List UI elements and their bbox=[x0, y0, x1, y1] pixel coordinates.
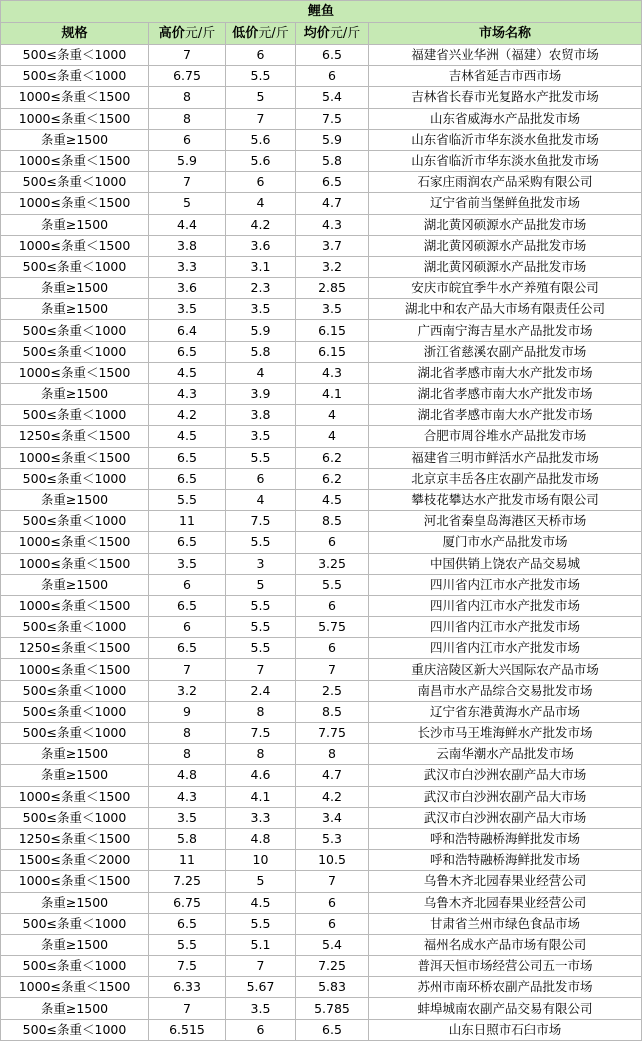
spec-cell: 500≤条重＜1000 bbox=[1, 680, 149, 701]
high-price-cell: 7 bbox=[149, 659, 226, 680]
market-name-cell: 苏州市南环桥农副产品批发市场 bbox=[369, 977, 642, 998]
low-price-cell: 10 bbox=[226, 850, 296, 871]
market-name-cell: 呼和浩特融桥海鲜批发市场 bbox=[369, 828, 642, 849]
avg-price-cell: 4.3 bbox=[296, 214, 369, 235]
avg-price-cell: 6.5 bbox=[296, 45, 369, 66]
high-price-cell: 6.75 bbox=[149, 892, 226, 913]
spec-cell: 1000≤条重＜1500 bbox=[1, 193, 149, 214]
table-row bbox=[1, 447, 642, 468]
market-name-cell: 合肥市周谷堆水产品批发市场 bbox=[369, 426, 642, 447]
high-price-cell: 3.8 bbox=[149, 235, 226, 256]
low-price-cell: 8 bbox=[226, 701, 296, 722]
avg-price-cell: 5.75 bbox=[296, 617, 369, 638]
low-price-cell: 6 bbox=[226, 1019, 296, 1040]
spec-cell: 1000≤条重＜1500 bbox=[1, 553, 149, 574]
low-price-cell: 4.5 bbox=[226, 892, 296, 913]
avg-price-cell: 5.3 bbox=[296, 828, 369, 849]
avg-price-cell: 5.83 bbox=[296, 977, 369, 998]
spec-cell: 1000≤条重＜1500 bbox=[1, 362, 149, 383]
table-row bbox=[1, 595, 642, 616]
market-name-cell: 湖北黄冈硕源水产品批发市场 bbox=[369, 214, 642, 235]
high-price-cell: 8 bbox=[149, 723, 226, 744]
market-name-cell: 辽宁省东港黄海水产品市场 bbox=[369, 701, 642, 722]
high-price-cell: 6 bbox=[149, 574, 226, 595]
low-price-cell: 7 bbox=[226, 659, 296, 680]
spec-cell: 条重≥1500 bbox=[1, 765, 149, 786]
spec-cell: 条重≥1500 bbox=[1, 384, 149, 405]
avg-price-cell: 4.7 bbox=[296, 765, 369, 786]
table-row bbox=[1, 617, 642, 638]
low-price-cell: 4.8 bbox=[226, 828, 296, 849]
avg-price-cell: 3.25 bbox=[296, 553, 369, 574]
low-price-cell: 3.1 bbox=[226, 256, 296, 277]
market-name-cell: 山东省威海水产品批发市场 bbox=[369, 108, 642, 129]
spec-cell: 条重≥1500 bbox=[1, 892, 149, 913]
low-price-cell: 4 bbox=[226, 362, 296, 383]
spec-cell: 1000≤条重＜1500 bbox=[1, 595, 149, 616]
market-name-cell: 呼和浩特融桥海鲜批发市场 bbox=[369, 850, 642, 871]
avg-price-cell: 4.1 bbox=[296, 384, 369, 405]
high-price-cell: 6.33 bbox=[149, 977, 226, 998]
table-row bbox=[1, 278, 642, 299]
high-price-cell: 11 bbox=[149, 511, 226, 532]
high-price-cell: 6.5 bbox=[149, 341, 226, 362]
low-price-cell: 5 bbox=[226, 87, 296, 108]
avg-price-cell: 3.5 bbox=[296, 299, 369, 320]
high-price-cell: 8 bbox=[149, 108, 226, 129]
market-name-cell: 武汉市白沙洲农副产品大市场 bbox=[369, 807, 642, 828]
table-row bbox=[1, 807, 642, 828]
column-header-market-name: 市场名称 bbox=[369, 23, 642, 45]
low-price-cell: 4.6 bbox=[226, 765, 296, 786]
high-price-cell: 5.8 bbox=[149, 828, 226, 849]
high-price-cell: 5.9 bbox=[149, 150, 226, 171]
spec-cell: 1000≤条重＜1500 bbox=[1, 659, 149, 680]
spec-cell: 1000≤条重＜1500 bbox=[1, 786, 149, 807]
market-name-cell: 山东日照市石臼市场 bbox=[369, 1019, 642, 1040]
low-price-cell: 5.8 bbox=[226, 341, 296, 362]
low-price-cell: 5.5 bbox=[226, 595, 296, 616]
high-price-cell: 6 bbox=[149, 617, 226, 638]
table-row bbox=[1, 638, 642, 659]
low-price-cell: 4.1 bbox=[226, 786, 296, 807]
market-name-cell: 南昌市水产品综合交易批发市场 bbox=[369, 680, 642, 701]
low-price-cell: 2.4 bbox=[226, 680, 296, 701]
high-price-cell: 3.3 bbox=[149, 256, 226, 277]
avg-price-cell: 4 bbox=[296, 426, 369, 447]
table-row bbox=[1, 489, 642, 510]
market-name-cell: 四川省内江市水产批发市场 bbox=[369, 595, 642, 616]
avg-price-cell: 10.5 bbox=[296, 850, 369, 871]
spec-cell: 1000≤条重＜1500 bbox=[1, 150, 149, 171]
table-row bbox=[1, 468, 642, 489]
avg-price-cell: 5.4 bbox=[296, 87, 369, 108]
column-header-low-price: 低价元/斤 bbox=[226, 23, 296, 45]
spec-cell: 500≤条重＜1000 bbox=[1, 172, 149, 193]
high-price-cell: 6.5 bbox=[149, 532, 226, 553]
spec-cell: 1250≤条重＜1500 bbox=[1, 828, 149, 849]
spec-cell: 500≤条重＜1000 bbox=[1, 1019, 149, 1040]
high-price-cell: 4.4 bbox=[149, 214, 226, 235]
low-price-cell: 5.5 bbox=[226, 913, 296, 934]
low-price-cell: 5.5 bbox=[226, 447, 296, 468]
low-price-cell: 7.5 bbox=[226, 511, 296, 532]
market-name-cell: 四川省内江市水产批发市场 bbox=[369, 617, 642, 638]
low-price-cell: 3.6 bbox=[226, 235, 296, 256]
high-price-cell: 6.515 bbox=[149, 1019, 226, 1040]
market-name-cell: 石家庄雨润农产品采购有限公司 bbox=[369, 172, 642, 193]
avg-price-cell: 6.5 bbox=[296, 1019, 369, 1040]
market-name-cell: 长沙市马王堆海鲜水产批发市场 bbox=[369, 723, 642, 744]
spec-cell: 1500≤条重＜2000 bbox=[1, 850, 149, 871]
market-name-cell: 四川省内江市水产批发市场 bbox=[369, 574, 642, 595]
spec-cell: 条重≥1500 bbox=[1, 214, 149, 235]
table-row bbox=[1, 405, 642, 426]
low-price-cell: 4 bbox=[226, 193, 296, 214]
table-row bbox=[1, 150, 642, 171]
spec-cell: 条重≥1500 bbox=[1, 489, 149, 510]
avg-price-cell: 2.5 bbox=[296, 680, 369, 701]
low-price-cell: 6 bbox=[226, 468, 296, 489]
low-price-cell: 3.9 bbox=[226, 384, 296, 405]
table-row bbox=[1, 553, 642, 574]
spec-cell: 1000≤条重＜1500 bbox=[1, 977, 149, 998]
high-price-cell: 9 bbox=[149, 701, 226, 722]
avg-price-cell: 6.2 bbox=[296, 468, 369, 489]
table-row bbox=[1, 701, 642, 722]
avg-price-cell: 5.785 bbox=[296, 998, 369, 1019]
high-price-cell: 4.3 bbox=[149, 384, 226, 405]
avg-price-cell: 4 bbox=[296, 405, 369, 426]
market-name-cell: 河北省秦皇岛海港区天桥市场 bbox=[369, 511, 642, 532]
avg-price-cell: 4.2 bbox=[296, 786, 369, 807]
table-row bbox=[1, 659, 642, 680]
high-price-cell: 4.8 bbox=[149, 765, 226, 786]
avg-price-cell: 5.9 bbox=[296, 129, 369, 150]
spec-cell: 500≤条重＜1000 bbox=[1, 66, 149, 87]
spec-cell: 500≤条重＜1000 bbox=[1, 723, 149, 744]
low-price-cell: 7 bbox=[226, 108, 296, 129]
high-price-cell: 3.5 bbox=[149, 299, 226, 320]
table-row bbox=[1, 723, 642, 744]
avg-price-cell: 3.7 bbox=[296, 235, 369, 256]
spec-cell: 500≤条重＜1000 bbox=[1, 701, 149, 722]
market-name-cell: 湖北省孝感市南大水产批发市场 bbox=[369, 384, 642, 405]
table-row bbox=[1, 913, 642, 934]
spec-cell: 500≤条重＜1000 bbox=[1, 807, 149, 828]
market-name-cell: 福州名成水产品市场有限公司 bbox=[369, 934, 642, 955]
avg-price-cell: 4.7 bbox=[296, 193, 369, 214]
market-name-cell: 湖北省孝感市南大水产批发市场 bbox=[369, 405, 642, 426]
title-row bbox=[1, 1, 642, 23]
market-name-cell: 广西南宁海吉星水产品批发市场 bbox=[369, 320, 642, 341]
table-title: 鲤鱼 bbox=[1, 1, 642, 23]
spec-cell: 500≤条重＜1000 bbox=[1, 511, 149, 532]
table-row bbox=[1, 341, 642, 362]
table-row bbox=[1, 934, 642, 955]
low-price-cell: 5.1 bbox=[226, 934, 296, 955]
high-price-cell: 6.5 bbox=[149, 468, 226, 489]
market-name-cell: 四川省内江市水产批发市场 bbox=[369, 638, 642, 659]
low-price-cell: 3.5 bbox=[226, 998, 296, 1019]
table-row bbox=[1, 998, 642, 1019]
spec-cell: 1000≤条重＜1500 bbox=[1, 108, 149, 129]
market-name-cell: 武汉市白沙洲农副产品大市场 bbox=[369, 786, 642, 807]
market-name-cell: 湖北黄冈硕源水产品批发市场 bbox=[369, 256, 642, 277]
low-price-cell: 5.6 bbox=[226, 150, 296, 171]
spec-cell: 500≤条重＜1000 bbox=[1, 45, 149, 66]
avg-price-cell: 6.5 bbox=[296, 172, 369, 193]
table-row bbox=[1, 532, 642, 553]
avg-price-cell: 3.2 bbox=[296, 256, 369, 277]
spec-cell: 500≤条重＜1000 bbox=[1, 405, 149, 426]
avg-price-cell: 4.3 bbox=[296, 362, 369, 383]
market-name-cell: 北京京丰岳各庄农副产品批发市场 bbox=[369, 468, 642, 489]
market-name-cell: 甘肃省兰州市绿色食品市场 bbox=[369, 913, 642, 934]
avg-price-cell: 5.4 bbox=[296, 934, 369, 955]
low-price-cell: 5.67 bbox=[226, 977, 296, 998]
market-name-cell: 福建省三明市鲜活水产品批发市场 bbox=[369, 447, 642, 468]
low-price-cell: 5.6 bbox=[226, 129, 296, 150]
market-name-cell: 湖北省孝感市南大水产批发市场 bbox=[369, 362, 642, 383]
market-name-cell: 吉林省长春市光复路水产批发市场 bbox=[369, 87, 642, 108]
high-price-cell: 3.5 bbox=[149, 553, 226, 574]
table-row bbox=[1, 574, 642, 595]
market-name-cell: 乌鲁木齐北园春果业经营公司 bbox=[369, 892, 642, 913]
market-name-cell: 武汉市白沙洲农副产品大市场 bbox=[369, 765, 642, 786]
high-price-cell: 7 bbox=[149, 172, 226, 193]
high-price-cell: 5 bbox=[149, 193, 226, 214]
market-name-cell: 攀枝花攀达水产批发市场有限公司 bbox=[369, 489, 642, 510]
table-row bbox=[1, 384, 642, 405]
table-row bbox=[1, 172, 642, 193]
spec-cell: 500≤条重＜1000 bbox=[1, 320, 149, 341]
table-row bbox=[1, 828, 642, 849]
spec-cell: 500≤条重＜1000 bbox=[1, 341, 149, 362]
table-row bbox=[1, 765, 642, 786]
avg-price-cell: 6 bbox=[296, 638, 369, 659]
table-row bbox=[1, 108, 642, 129]
table-row bbox=[1, 892, 642, 913]
column-header-high-price: 高价元/斤 bbox=[149, 23, 226, 45]
table-row bbox=[1, 786, 642, 807]
spec-cell: 1000≤条重＜1500 bbox=[1, 532, 149, 553]
spec-cell: 条重≥1500 bbox=[1, 299, 149, 320]
market-name-cell: 浙江省慈溪农副产品批发市场 bbox=[369, 341, 642, 362]
spec-cell: 1000≤条重＜1500 bbox=[1, 871, 149, 892]
spec-cell: 1000≤条重＜1500 bbox=[1, 87, 149, 108]
table-row bbox=[1, 299, 642, 320]
avg-price-cell: 8.5 bbox=[296, 701, 369, 722]
spec-cell: 500≤条重＜1000 bbox=[1, 256, 149, 277]
spec-cell: 1000≤条重＜1500 bbox=[1, 235, 149, 256]
market-name-cell: 乌鲁木齐北园春果业经营公司 bbox=[369, 871, 642, 892]
low-price-cell: 5.9 bbox=[226, 320, 296, 341]
table-row bbox=[1, 850, 642, 871]
market-name-cell: 山东省临沂市华东淡水鱼批发市场 bbox=[369, 129, 642, 150]
market-name-cell: 吉林省延吉市西市场 bbox=[369, 66, 642, 87]
market-name-cell: 普洱天恒市场经营公司五一市场 bbox=[369, 956, 642, 977]
table-row bbox=[1, 1019, 642, 1040]
avg-price-cell: 6 bbox=[296, 532, 369, 553]
low-price-cell: 3.3 bbox=[226, 807, 296, 828]
spec-cell: 1250≤条重＜1500 bbox=[1, 426, 149, 447]
avg-price-cell: 6 bbox=[296, 595, 369, 616]
spec-cell: 500≤条重＜1000 bbox=[1, 913, 149, 934]
column-header-avg-price: 均价元/斤 bbox=[296, 23, 369, 45]
avg-price-cell: 6 bbox=[296, 66, 369, 87]
low-price-cell: 3 bbox=[226, 553, 296, 574]
avg-price-cell: 6.2 bbox=[296, 447, 369, 468]
table-row bbox=[1, 66, 642, 87]
avg-price-cell: 6 bbox=[296, 892, 369, 913]
avg-price-cell: 4.5 bbox=[296, 489, 369, 510]
table-body bbox=[1, 45, 642, 1041]
spec-cell: 条重≥1500 bbox=[1, 129, 149, 150]
low-price-cell: 3.5 bbox=[226, 299, 296, 320]
market-name-cell: 云南华潮水产品批发市场 bbox=[369, 744, 642, 765]
high-price-cell: 4.5 bbox=[149, 426, 226, 447]
market-name-cell: 重庆涪陵区新大兴国际农产品市场 bbox=[369, 659, 642, 680]
low-price-cell: 7 bbox=[226, 956, 296, 977]
table-row bbox=[1, 680, 642, 701]
avg-price-cell: 7.25 bbox=[296, 956, 369, 977]
low-price-cell: 5 bbox=[226, 574, 296, 595]
avg-price-cell: 7.5 bbox=[296, 108, 369, 129]
spec-cell: 条重≥1500 bbox=[1, 998, 149, 1019]
high-price-cell: 3.5 bbox=[149, 807, 226, 828]
table-row bbox=[1, 426, 642, 447]
low-price-cell: 5.5 bbox=[226, 532, 296, 553]
avg-price-cell: 8 bbox=[296, 744, 369, 765]
low-price-cell: 3.5 bbox=[226, 426, 296, 447]
spec-cell: 1000≤条重＜1500 bbox=[1, 447, 149, 468]
spec-cell: 1250≤条重＜1500 bbox=[1, 638, 149, 659]
low-price-cell: 2.3 bbox=[226, 278, 296, 299]
high-price-cell: 6.5 bbox=[149, 913, 226, 934]
table-row bbox=[1, 956, 642, 977]
high-price-cell: 6.5 bbox=[149, 638, 226, 659]
avg-price-cell: 7 bbox=[296, 871, 369, 892]
market-name-cell: 蚌埠城南农副产品交易有限公司 bbox=[369, 998, 642, 1019]
spec-cell: 条重≥1500 bbox=[1, 278, 149, 299]
high-price-cell: 4.5 bbox=[149, 362, 226, 383]
table-row bbox=[1, 193, 642, 214]
avg-price-cell: 3.4 bbox=[296, 807, 369, 828]
spec-cell: 条重≥1500 bbox=[1, 934, 149, 955]
table-row bbox=[1, 744, 642, 765]
low-price-cell: 6 bbox=[226, 45, 296, 66]
low-price-cell: 5.5 bbox=[226, 617, 296, 638]
high-price-cell: 4.2 bbox=[149, 405, 226, 426]
high-price-cell: 11 bbox=[149, 850, 226, 871]
market-name-cell: 山东省临沂市华东淡水鱼批发市场 bbox=[369, 150, 642, 171]
low-price-cell: 7.5 bbox=[226, 723, 296, 744]
header-row bbox=[1, 23, 642, 45]
high-price-cell: 5.5 bbox=[149, 934, 226, 955]
low-price-cell: 4.2 bbox=[226, 214, 296, 235]
low-price-cell: 8 bbox=[226, 744, 296, 765]
avg-price-cell: 5.8 bbox=[296, 150, 369, 171]
low-price-cell: 6 bbox=[226, 172, 296, 193]
high-price-cell: 3.6 bbox=[149, 278, 226, 299]
avg-price-cell: 6 bbox=[296, 913, 369, 934]
low-price-cell: 5 bbox=[226, 871, 296, 892]
table-row bbox=[1, 214, 642, 235]
market-name-cell: 湖北黄冈硕源水产品批发市场 bbox=[369, 235, 642, 256]
high-price-cell: 6.75 bbox=[149, 66, 226, 87]
avg-price-cell: 7.75 bbox=[296, 723, 369, 744]
spec-cell: 条重≥1500 bbox=[1, 574, 149, 595]
market-name-cell: 福建省兴业华洲（福建）农贸市场 bbox=[369, 45, 642, 66]
high-price-cell: 6.4 bbox=[149, 320, 226, 341]
spec-cell: 500≤条重＜1000 bbox=[1, 468, 149, 489]
avg-price-cell: 6.15 bbox=[296, 320, 369, 341]
low-price-cell: 5.5 bbox=[226, 66, 296, 87]
spec-cell: 条重≥1500 bbox=[1, 744, 149, 765]
table-row bbox=[1, 977, 642, 998]
spec-cell: 500≤条重＜1000 bbox=[1, 956, 149, 977]
market-name-cell: 湖北中和农产品大市场有限责任公司 bbox=[369, 299, 642, 320]
table-row bbox=[1, 511, 642, 532]
high-price-cell: 7.5 bbox=[149, 956, 226, 977]
high-price-cell: 8 bbox=[149, 87, 226, 108]
avg-price-cell: 8.5 bbox=[296, 511, 369, 532]
high-price-cell: 4.3 bbox=[149, 786, 226, 807]
table-row bbox=[1, 45, 642, 66]
low-price-cell: 4 bbox=[226, 489, 296, 510]
table-row bbox=[1, 320, 642, 341]
table-row bbox=[1, 362, 642, 383]
high-price-cell: 6.5 bbox=[149, 447, 226, 468]
spec-cell: 500≤条重＜1000 bbox=[1, 617, 149, 638]
market-name-cell: 安庆市皖宜季牛水产养殖有限公司 bbox=[369, 278, 642, 299]
avg-price-cell: 2.85 bbox=[296, 278, 369, 299]
market-name-cell: 厦门市水产品批发市场 bbox=[369, 532, 642, 553]
high-price-cell: 3.2 bbox=[149, 680, 226, 701]
high-price-cell: 6 bbox=[149, 129, 226, 150]
high-price-cell: 7 bbox=[149, 998, 226, 1019]
low-price-cell: 3.8 bbox=[226, 405, 296, 426]
column-header-spec: 规格 bbox=[1, 23, 149, 45]
table-row bbox=[1, 129, 642, 150]
market-name-cell: 辽宁省前当堡鲜鱼批发市场 bbox=[369, 193, 642, 214]
table-row bbox=[1, 87, 642, 108]
high-price-cell: 6.5 bbox=[149, 595, 226, 616]
market-name-cell: 中国供销上饶农产品交易城 bbox=[369, 553, 642, 574]
table-row bbox=[1, 256, 642, 277]
high-price-cell: 7.25 bbox=[149, 871, 226, 892]
avg-price-cell: 5.5 bbox=[296, 574, 369, 595]
low-price-cell: 5.5 bbox=[226, 638, 296, 659]
avg-price-cell: 7 bbox=[296, 659, 369, 680]
table-row bbox=[1, 871, 642, 892]
high-price-cell: 8 bbox=[149, 744, 226, 765]
avg-price-cell: 6.15 bbox=[296, 341, 369, 362]
high-price-cell: 5.5 bbox=[149, 489, 226, 510]
high-price-cell: 7 bbox=[149, 45, 226, 66]
table-row bbox=[1, 235, 642, 256]
